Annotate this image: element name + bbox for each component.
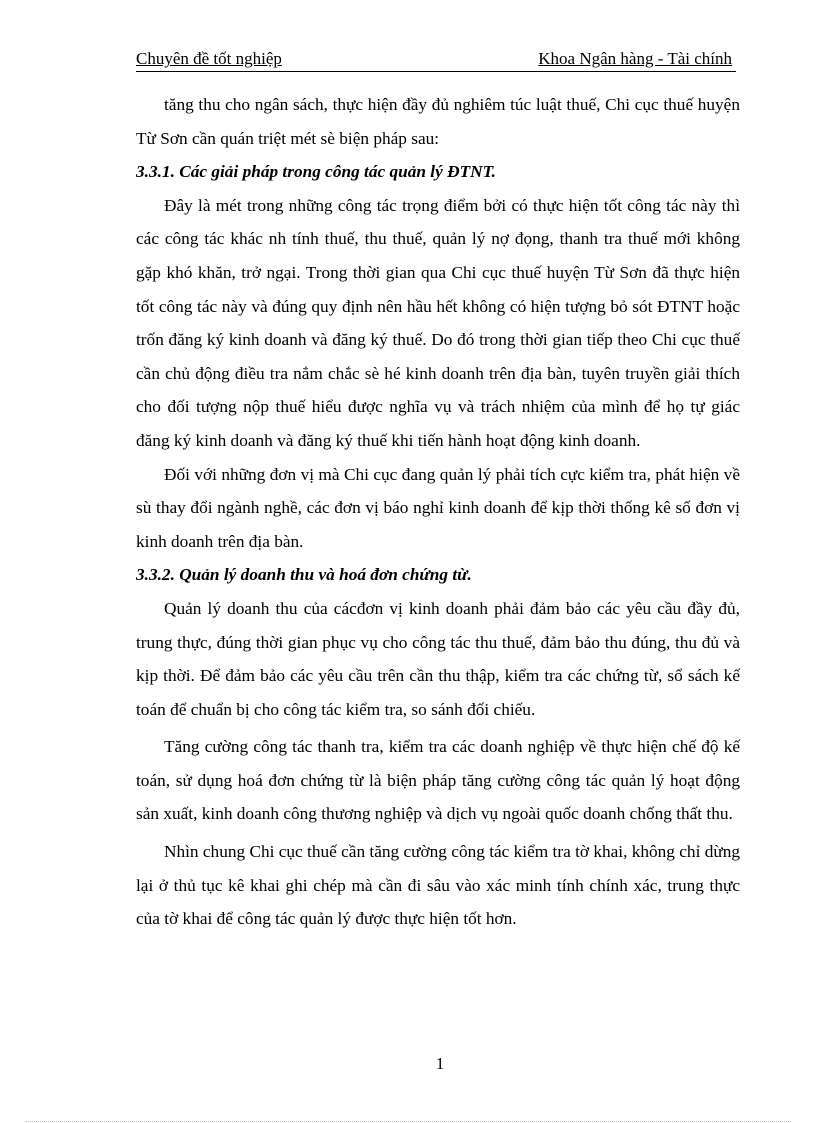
header-right-text: Khoa Ngân hàng - Tài chính — [538, 49, 732, 68]
paragraph-3: Quản lý doanh thu của cácđơn vị kinh doanh phải đảm bảo các yêu cầu đầy đủ, trung thực, đúng thời gian phục vụ cho công tác thu thuế, đảm bảo thu đúng, thu đủ và kịp thời. Để đảm bảo các yêu cầu trên cần thu thập, kiểm tra các chứng từ, sổ sách kế toán để chuẩn bị cho công tác kiểm tra, so sánh đối chiếu. — [136, 598, 740, 719]
document-body — [136, 88, 740, 936]
header-left-text: Chuyên đề tốt nghiệp — [136, 49, 282, 68]
paragraph-1: Đây là mét trong những công tác trọng điểm bởi có thực hiện tốt công tác này thì các công tác khác nh tính thuế, thu thuế, quản lý nợ đọng, thanh tra thuế mới không gặp khó khăn, trở ngại. Trong thời gian qua Chi cục thuế huyện Từ Sơn đã thực hiện tốt công tác này và đúng quy định nên hầu hết không có hiện tượng bỏ sót ĐTNT hoặc trốn đăng ký kinh doanh và đăng ký thuế. Do đó trong thời gian tiếp theo Chi cục thuế cần chủ động điều tra nắm chắc sè hé kinh doanh trên địa bàn, tuyên truyền giải thích cho đối tượng nộp thuế hiểu được nghĩa vụ và trách nhiệm của mình để họ tự giác đăng ký kinh doanh và đăng ký thuế khi tiến hành hoạt động kinh doanh. — [136, 195, 740, 450]
paragraph-2: Đối với những đơn vị mà Chi cục đang quản lý phải tích cực kiểm tra, phát hiện về sù thay đổi ngành nghề, các đơn vị báo nghỉ kinh doanh để kịp thời thống kê số đơn vị kinh doanh trên địa bàn. — [136, 464, 740, 551]
page-number: 1 — [435, 1054, 445, 1073]
paragraph-4: Tăng cường công tác thanh tra, kiểm tra các doanh nghiệp về thực hiện chế độ kế toán, sử dụng hoá đơn chứng từ là biện pháp tăng cường công tác quản lý hoạt động sản xuất, kinh doanh công thương nghiệp và dịch vụ ngoài quốc doanh chống thất thu. — [136, 737, 740, 824]
page-header — [136, 47, 736, 72]
paragraph-5: Nhìn chung Chi cục thuế cần tăng cường công tác kiểm tra tờ khai, không chỉ dừng lại ở thủ tục kê khai ghi chép mà cần đi sâu vào xác minh tính chính xác, trung thực của tờ khai để công tác quản lý được thực hiện tốt hơn. — [136, 842, 740, 929]
paragraph-intro: tăng thu cho ngân sách, thực hiện đầy đủ nghiêm túc luật thuế, Chi cục thuế huyện Từ Sơn cần quán triệt mét sè biện pháp sau: — [136, 95, 740, 148]
page-divider — [25, 1121, 791, 1122]
section-heading-3-3-1: 3.3.1. Các giải pháp trong công tác quản lý ĐTNT. — [136, 162, 496, 182]
section-heading-3-3-2: 3.3.2. Quản lý doanh thu và hoá đơn chứng từ. — [136, 565, 472, 585]
